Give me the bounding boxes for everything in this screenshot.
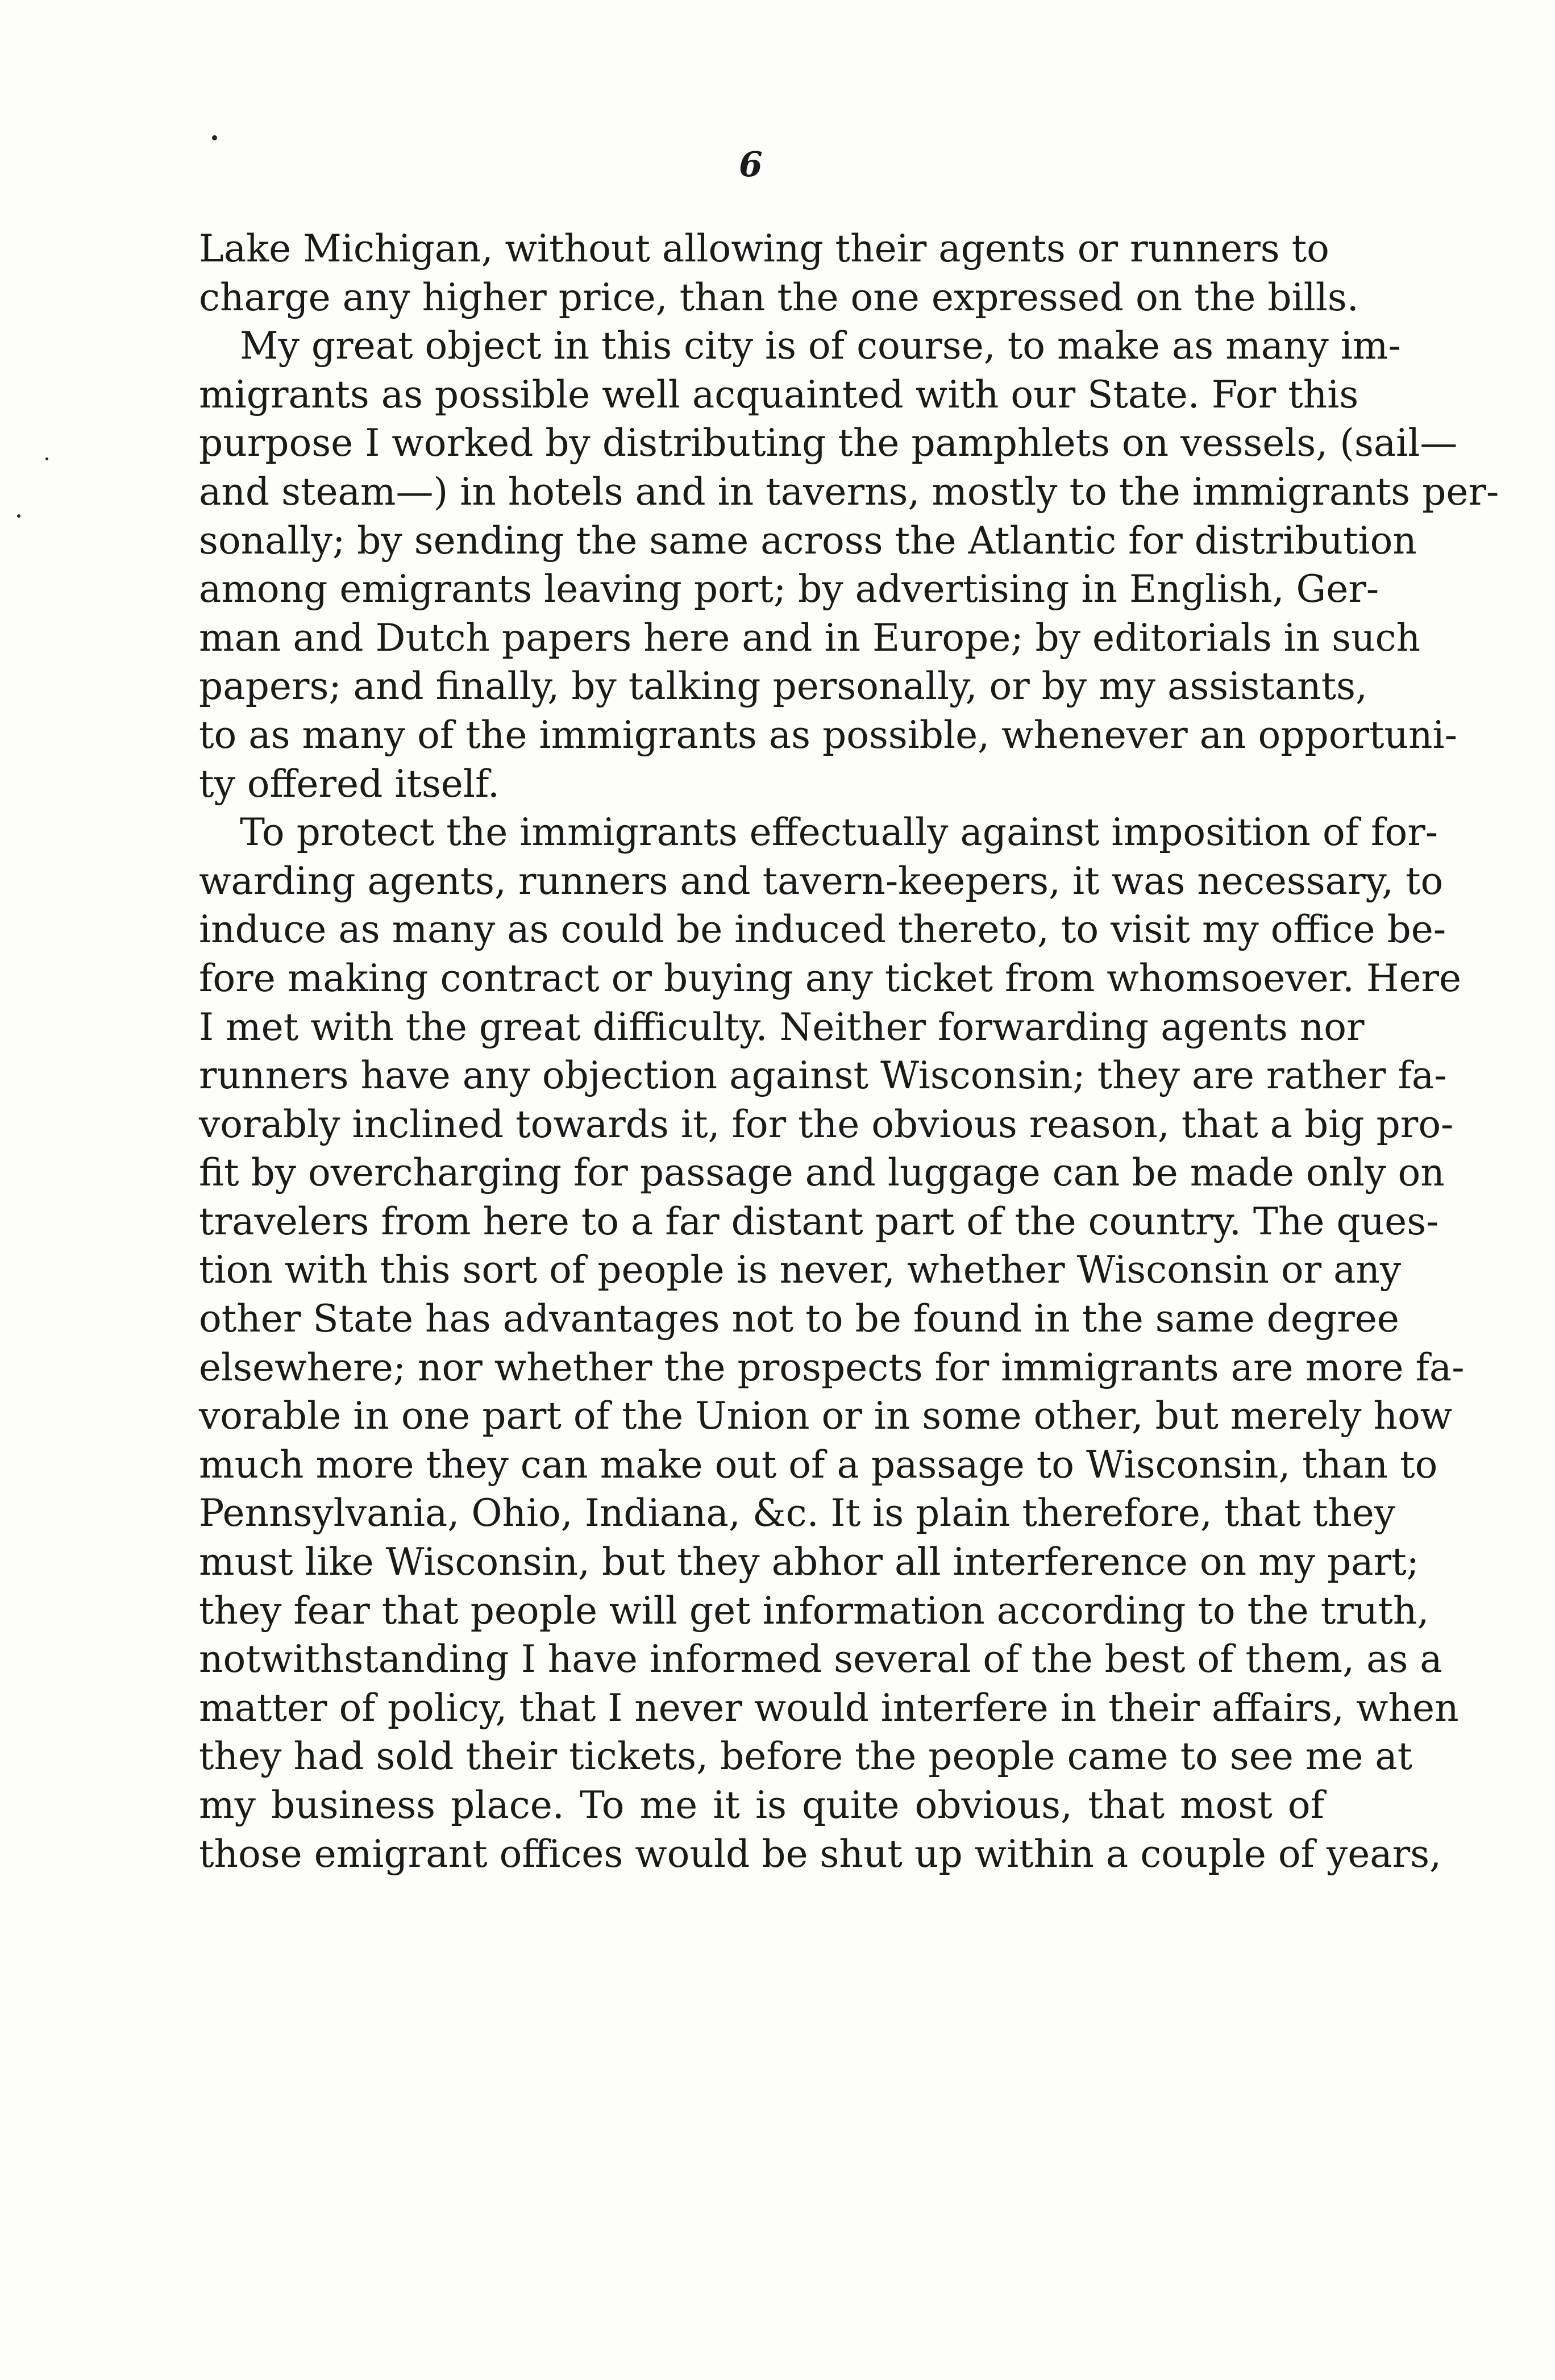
text-line: papers; and finally, by talking personally, or by my assistants, — [199, 664, 1367, 709]
text-line: among emigrants leaving port; by advertising in English, Ger- — [199, 567, 1379, 611]
text-line: vorably inclined towards it, for the obvious reason, that a big pro- — [199, 1102, 1454, 1146]
text-line: other State has advantages not to be found in the same degree — [199, 1297, 1399, 1341]
text-line: my business place. To me it is quite obvious, that most of — [199, 1783, 1324, 1827]
ink-speck — [45, 457, 48, 460]
text-line: they fear that people will get information according to the truth, — [199, 1588, 1429, 1633]
text-line: ty offered itself. — [199, 762, 500, 806]
ink-speck — [17, 514, 20, 518]
text-line: charge any higher price, than the one expressed on the bills. — [199, 275, 1359, 319]
paragraph — [199, 322, 1499, 808]
text-line: migrants as possible well acquainted with our State. For this — [199, 372, 1359, 417]
text-line: much more they can make out of a passage to Wisconsin, than to — [199, 1442, 1438, 1487]
text-line: travelers from here to a far distant part of the country. The ques- — [199, 1199, 1439, 1243]
text-line: man and Dutch papers here and in Europe; by editorials in such — [199, 615, 1421, 660]
text-line: they had sold their tickets, before the people came to see me at — [199, 1734, 1413, 1779]
text-line: runners have any objection against Wisconsin; they are rather fa- — [199, 1054, 1447, 1098]
text-line: Lake Michigan, without allowing their agents or runners to — [199, 227, 1329, 271]
text-line: those emigrant offices would be shut up within a couple of years, — [199, 1832, 1442, 1876]
text-line: notwithstanding I have informed several of the best of them, as a — [199, 1637, 1442, 1682]
text-line: and steam—) in hotels and in taverns, mostly to the immigrants per- — [199, 469, 1499, 514]
text-line: elsewhere; nor whether the prospects for immigrants are more fa- — [199, 1345, 1465, 1389]
text-line: purpose I worked by distributing the pamphlets on vessels, (sail— — [199, 421, 1458, 465]
text-line: matter of policy, that I never would interfere in their affairs, when — [199, 1686, 1459, 1730]
paragraph — [199, 224, 1359, 322]
text-line: sonally; by sending the same across the Atlantic for distribution — [199, 518, 1417, 563]
text-line: I met with the great difficulty. Neither forwarding agents nor — [199, 1005, 1365, 1049]
text-line: must like Wisconsin, but they abhor all interference on my part; — [199, 1540, 1419, 1584]
text-line: induce as many as could be induced thereto, to visit my office be- — [199, 908, 1446, 952]
text-line: fit by overcharging for passage and luggage can be made only on — [199, 1151, 1445, 1195]
text-line: Pennsylvania, Ohio, Indiana, &c. It is plain therefore, that they — [199, 1491, 1396, 1536]
text-line: to as many of the immigrants as possible, whenever an opportuni- — [199, 713, 1457, 757]
paragraph — [199, 808, 1465, 1878]
text-line: fore making contract or buying any ticket from whomsoever. Here — [199, 956, 1462, 1000]
text-line: warding agents, runners and tavern-keepers, it was necessary, to — [199, 859, 1444, 903]
body-text — [199, 224, 1499, 1878]
text-line: vorable in one part of the Union or in some other, but merely how — [199, 1394, 1453, 1438]
page-number: 6 — [739, 145, 763, 185]
text-line: tion with this sort of people is never, whether Wisconsin or any — [199, 1248, 1402, 1292]
ink-speck — [212, 135, 217, 140]
text-line: To protect the immigrants effectually against imposition of for- — [240, 810, 1438, 855]
text-line: My great object in this city is of course, to make as many im- — [240, 324, 1401, 368]
